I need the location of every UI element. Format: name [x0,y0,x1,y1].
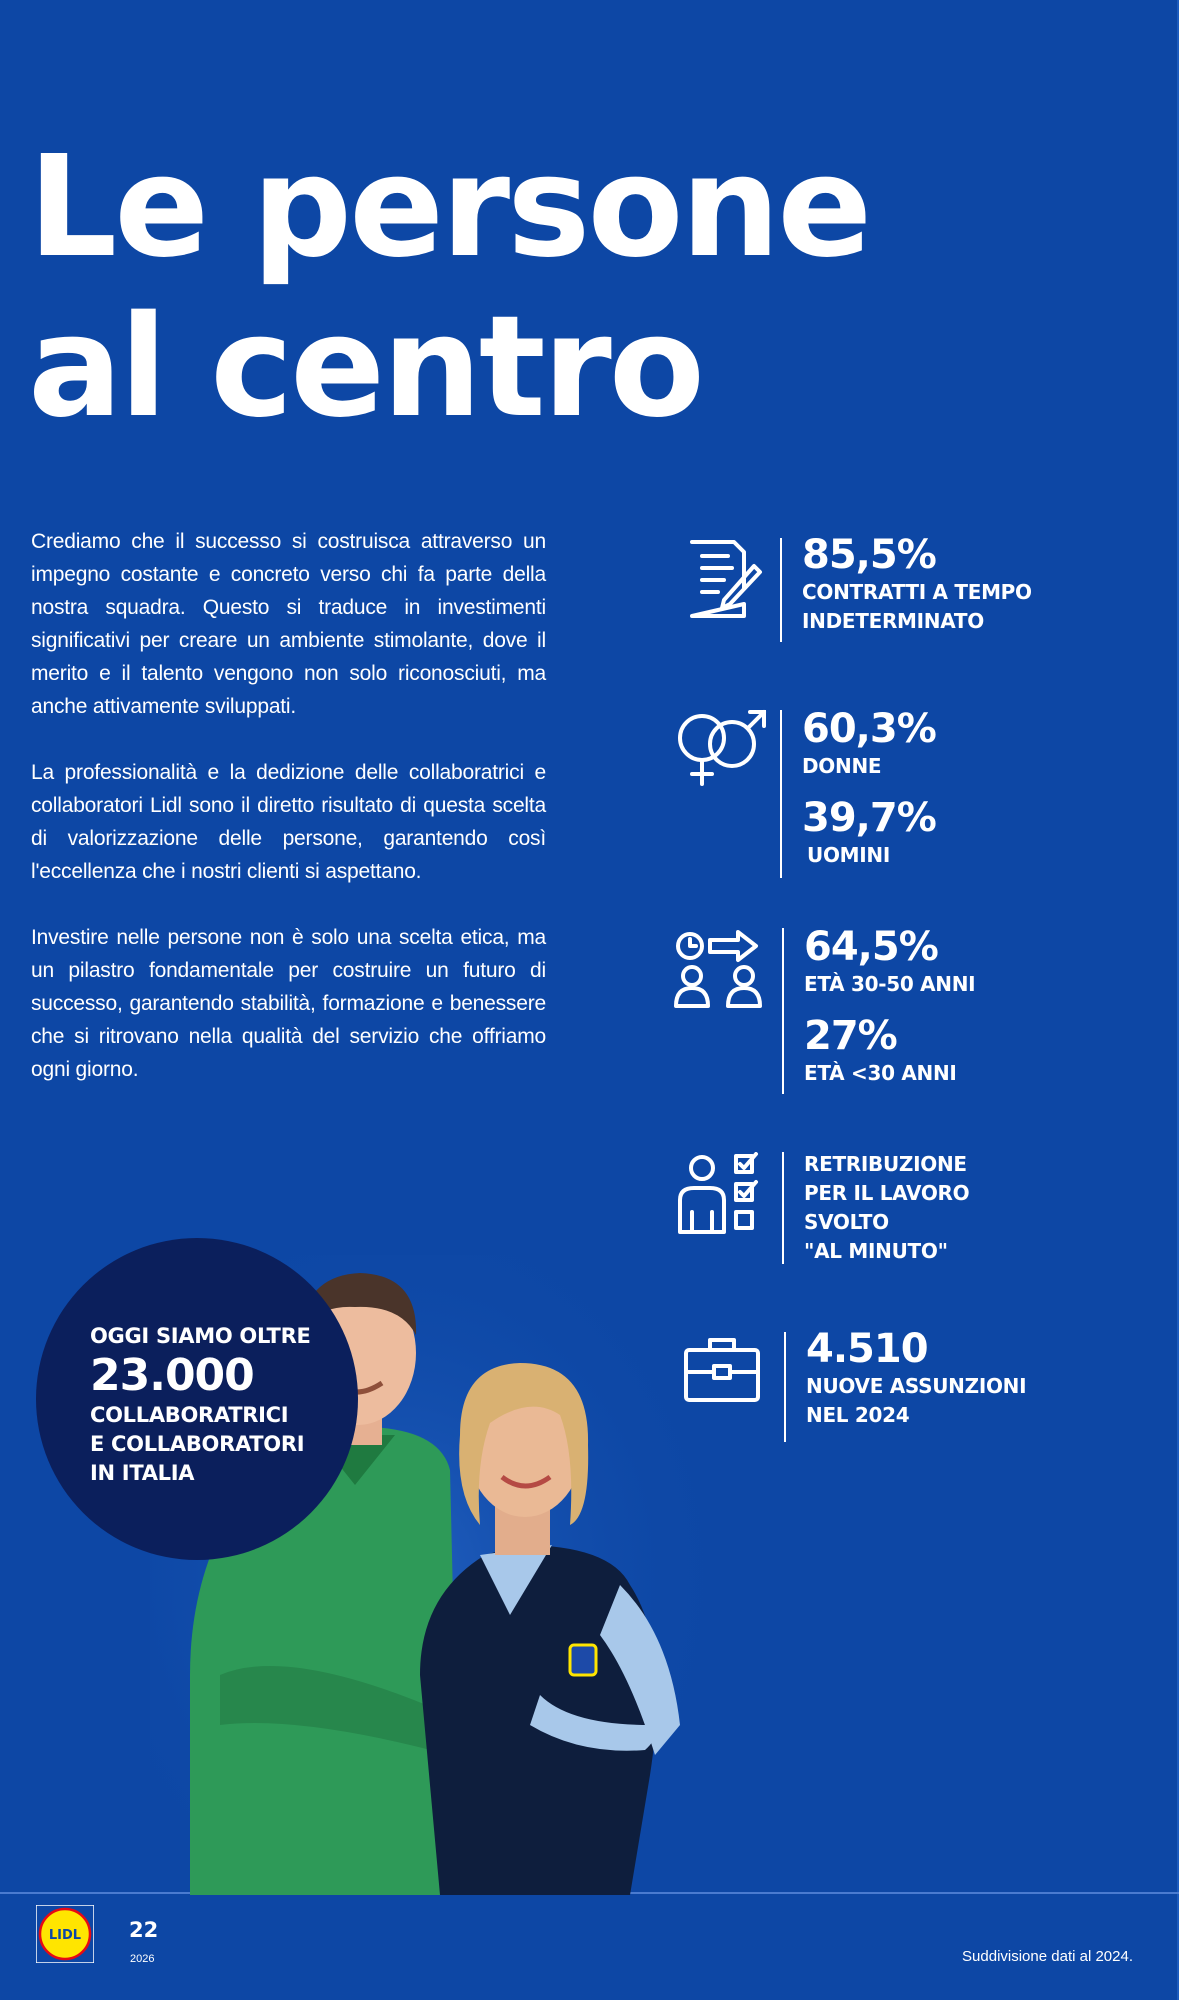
badge-number: 23.000 [90,1350,254,1401]
contracts-label-1: CONTRATTI A TEMPO [802,580,1032,604]
stat-age [660,924,1140,1092]
hiring-value: 4.510 [806,1326,928,1372]
page-title [28,128,869,448]
checklist-person-icon [676,1152,786,1242]
intro-paragraph-1: Crediamo che il successo si costruisca attraverso un impegno costante e concreto verso chi fa parte della nostra squadra. Questo si traduce in investimenti significativi per creare un ambiente stimolante, dove il merito e il talento vengono non solo riconosciuti, ma anche attivamente sviluppati. [31,530,546,718]
stat-gender [660,706,1140,876]
contracts-label-2: INDETERMINATO [802,609,984,633]
data-note: Suddivisione dati al 2024. [962,1948,1133,1965]
age-label-1: ETÀ 30-50 ANNI [804,972,976,996]
divider [782,928,784,1094]
salary-line-3: SVOLTO [804,1210,889,1234]
badge-line-2: COLLABORATRICI [90,1403,289,1427]
divider [782,1152,784,1264]
employees-badge [36,1238,358,1560]
title-line-1: Le persone [28,126,870,289]
stat-values [804,924,975,1088]
title-line-2: al centro [28,286,702,449]
hiring-label-2: NEL 2024 [806,1403,910,1427]
contract-icon [684,538,804,638]
stat-salary [660,1148,1140,1268]
badge-text [90,1322,340,1488]
age-label-2: ETÀ <30 ANNI [804,1061,957,1085]
age-value-1: 64,5% [804,924,938,970]
intro-text [31,525,546,1119]
stat-values [806,1326,1026,1430]
salary-line-2: PER IL LAVORO [804,1181,970,1205]
hiring-label-1: NUOVE ASSUNZIONI [806,1374,1027,1398]
divider [780,710,782,878]
age-value-2: 27% [804,1013,897,1059]
men-label: UOMINI [807,843,890,867]
intro-paragraph-2: La professionalità e la dedizione delle collaboratrici e collaboratori Lidl sono il diretto risultato di questa scelta di valorizzazione delle persone, garantendo così l'eccellenza che i nostri clienti si aspettano. [31,761,546,883]
stat-values [802,532,1032,636]
intro-paragraph-3: Investire nelle persone non è solo una scelta etica, ma un pilastro fondamentale per costruire un futuro di successo, garantendo stabilità, formazione e benessere che si ritrovano nella qualità del servizio che offriamo ogni giorno. [31,926,546,1081]
women-value: 60,3% [802,706,936,752]
salary-line-1: RETRIBUZIONE [804,1152,967,1176]
age-people-icon [672,928,782,1018]
contracts-value: 85,5% [802,532,936,578]
badge-line-3: E COLLABORATORI [90,1432,305,1456]
lidl-logo [36,1905,94,1963]
salary-line-4: "AL MINUTO" [804,1239,948,1263]
badge-line-4: IN ITALIA [90,1461,195,1485]
stat-contracts [660,532,1140,644]
svg-text:LIDL: LIDL [48,1928,82,1943]
stat-values [802,706,936,870]
women-label: DONNE [802,754,882,778]
page-number: 22 [129,1918,159,1942]
divider [784,1332,786,1442]
men-value: 39,7% [802,795,936,841]
page-year: 2026 [130,1953,155,1965]
stat-hiring [660,1326,1140,1456]
gender-symbols-icon [672,706,782,796]
stat-values [804,1150,969,1266]
badge-line-1: OGGI SIAMO OLTRE [90,1324,311,1348]
divider [780,538,782,642]
